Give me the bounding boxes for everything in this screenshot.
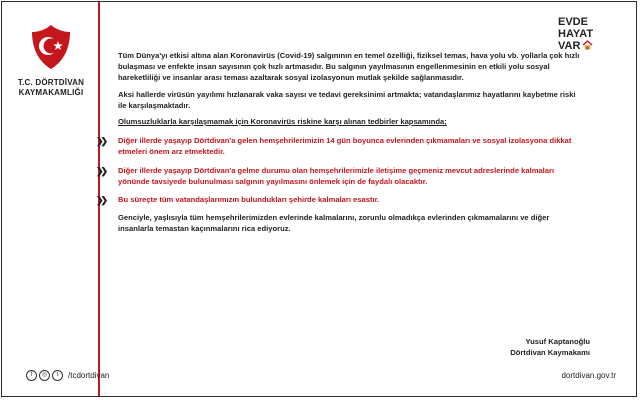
measure-item: ❯❯ Diğer illerde yaşayıp Dörtdivan'a gelme durumu olan hemşehrilerimizle iletişime geçmeniz mevcut adreslerinde kalmaları yönünde tavsiyede bulunulması salgının yayılmasını önlemek için de faydalı olacaktır.	[96, 165, 555, 186]
announcement-body	[96, 50, 582, 240]
campaign-badge	[558, 16, 622, 52]
measure-item: ❯❯ Diğer illerde yaşayıp Dörtdivan'a gelen hemşehrilerimizin 14 gün boyunca evlerinden çıkmamaları ve sosyal izolasyona dikkat etmeleri önem arz etmektedir.	[96, 136, 572, 157]
org-name-line1: T.C. DÖRTDİVAN	[17, 78, 85, 87]
chevron-right-icon: ❯❯	[96, 136, 106, 147]
facebook-icon[interactable]: f	[26, 370, 37, 381]
instagram-icon[interactable]: ◎	[39, 370, 50, 381]
paragraph-closing: Genciyle, yaşlısıyla tüm hemşehrilerimizden evlerinde kalmalarını, zorunlu olmadıkça evlerinden çıkmamalarını ve diğer insanlarla temastan kaçınmalarını rica ediyoruz.	[118, 213, 550, 234]
social-links	[26, 370, 109, 381]
twitter-icon[interactable]: t	[52, 370, 63, 381]
campaign-line3: VAR	[558, 40, 581, 52]
campaign-line1: EVDE	[558, 16, 588, 28]
chevron-right-icon: ❯❯	[96, 195, 106, 206]
signature-block	[466, 336, 590, 358]
measures-intro: Olumsuzluklarla karşılaşmamak için Koronavirüs riskine karşı alınan tedbirler kapsamında;	[118, 117, 447, 127]
chevron-right-icon: ❯❯	[96, 165, 106, 176]
paragraph-risk: Aksi hallerde virüsün yayılımı hızlanarak vaka sayısı ve tedavi gereksinimi artmakta; vatandaşlarımız hayatlarını kaybetme riski ile karşılaşmaktadır.	[118, 89, 576, 110]
signatory-title: Dörtdivan Kaymakamı	[510, 348, 590, 357]
house-icon	[582, 40, 593, 50]
campaign-line2: HAYAT	[558, 28, 594, 40]
ministry-emblem-icon	[26, 22, 76, 72]
website-link[interactable]: dortdivan.gov.tr	[561, 371, 616, 380]
measure-item: ❯❯ Bu süreçte tüm vatandaşlarımızın bulundukları şehirde kalmaları esastır.	[96, 195, 380, 206]
sidebar	[2, 2, 110, 396]
signatory-name: Yusuf Kaptanoğlu	[525, 337, 590, 346]
poster-frame	[1, 1, 637, 397]
paragraph-intro: Tüm Dünya'yı etkisi altına alan Koronavirüs (Covid-19) salgınının en temel özelliği, fiziksel temas, hava yolu vb. yollarla çok hızlı bulaşması ve enfekte insan sayısının çok hızlı artmasıdır. Bu salgının yayılmasının engellenmesinin en etkili yolu sosyal hareketliliği ve insanlar arası teması azaltarak sosyal izolasyonun mutlak şekilde sağlanmasıdır.	[118, 51, 580, 83]
social-handle[interactable]: /tcdortdivan	[68, 371, 110, 380]
org-name-line2: KAYMAKAMLIĞI	[18, 88, 84, 97]
